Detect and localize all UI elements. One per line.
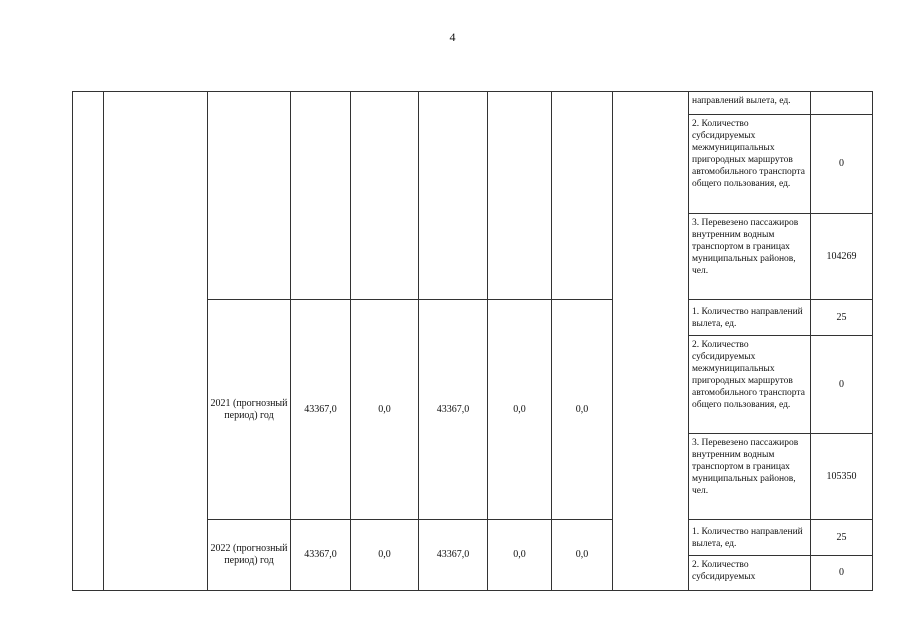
indicator-value: 104269 — [811, 214, 873, 300]
indicator-value: 105350 — [811, 434, 873, 520]
indicator-label: 2. Количество субсидируемых межмуниципальных пригородных маршрутов автомобильного транспорта общего пользования, ед. — [689, 115, 811, 214]
table-cell-regional: 43367,0 — [419, 520, 488, 591]
table-cell-local — [488, 92, 552, 300]
table-cell-period: 2021 (прогнозный период) год — [208, 300, 291, 520]
table-cell-other — [552, 92, 613, 300]
table-cell-local: 0,0 — [488, 300, 552, 520]
page-number: 4 — [449, 30, 456, 44]
table-cell-other: 0,0 — [552, 520, 613, 591]
table-cell-period — [208, 92, 291, 300]
table-cell-period: 2022 (прогнозный период) год — [208, 520, 291, 591]
indicator-value — [811, 92, 873, 115]
table-cell-number — [73, 92, 104, 591]
table-row — [73, 92, 873, 115]
indicator-value: 25 — [811, 520, 873, 556]
table-cell-federal: 0,0 — [351, 520, 419, 591]
table-cell-local: 0,0 — [488, 520, 552, 591]
table-cell-federal — [351, 92, 419, 300]
indicator-label: 1. Количество направлений вылета, ед. — [689, 300, 811, 336]
indicator-value: 0 — [811, 556, 873, 591]
table-cell-total — [291, 92, 351, 300]
indicator-label: 3. Перевезено пассажиров внутренним водным транспортом в границах муниципальных районов, чел. — [689, 434, 811, 520]
program-finance-table — [72, 91, 873, 591]
table-cell-federal: 0,0 — [351, 300, 419, 520]
indicator-label: 2. Количество субсидируемых межмуниципальных пригородных маршрутов автомобильного транспорта общего пользования, ед. — [689, 336, 811, 434]
table-cell-total: 43367,0 — [291, 520, 351, 591]
table-cell-regional — [419, 92, 488, 300]
table-cell-task — [104, 92, 208, 591]
table-cell-executor — [613, 92, 689, 591]
indicator-label: 3. Перевезено пассажиров внутренним водным транспортом в границах муниципальных районов, чел. — [689, 214, 811, 300]
indicator-value: 25 — [811, 300, 873, 336]
indicator-label: направлений вылета, ед. — [689, 92, 811, 115]
table-cell-regional: 43367,0 — [419, 300, 488, 520]
indicator-label: 2. Количество субсидируемых — [689, 556, 811, 591]
table-cell-other: 0,0 — [552, 300, 613, 520]
indicator-label: 1. Количество направлений вылета, ед. — [689, 520, 811, 556]
indicator-value: 0 — [811, 336, 873, 434]
table-cell-total: 43367,0 — [291, 300, 351, 520]
indicator-value: 0 — [811, 115, 873, 214]
